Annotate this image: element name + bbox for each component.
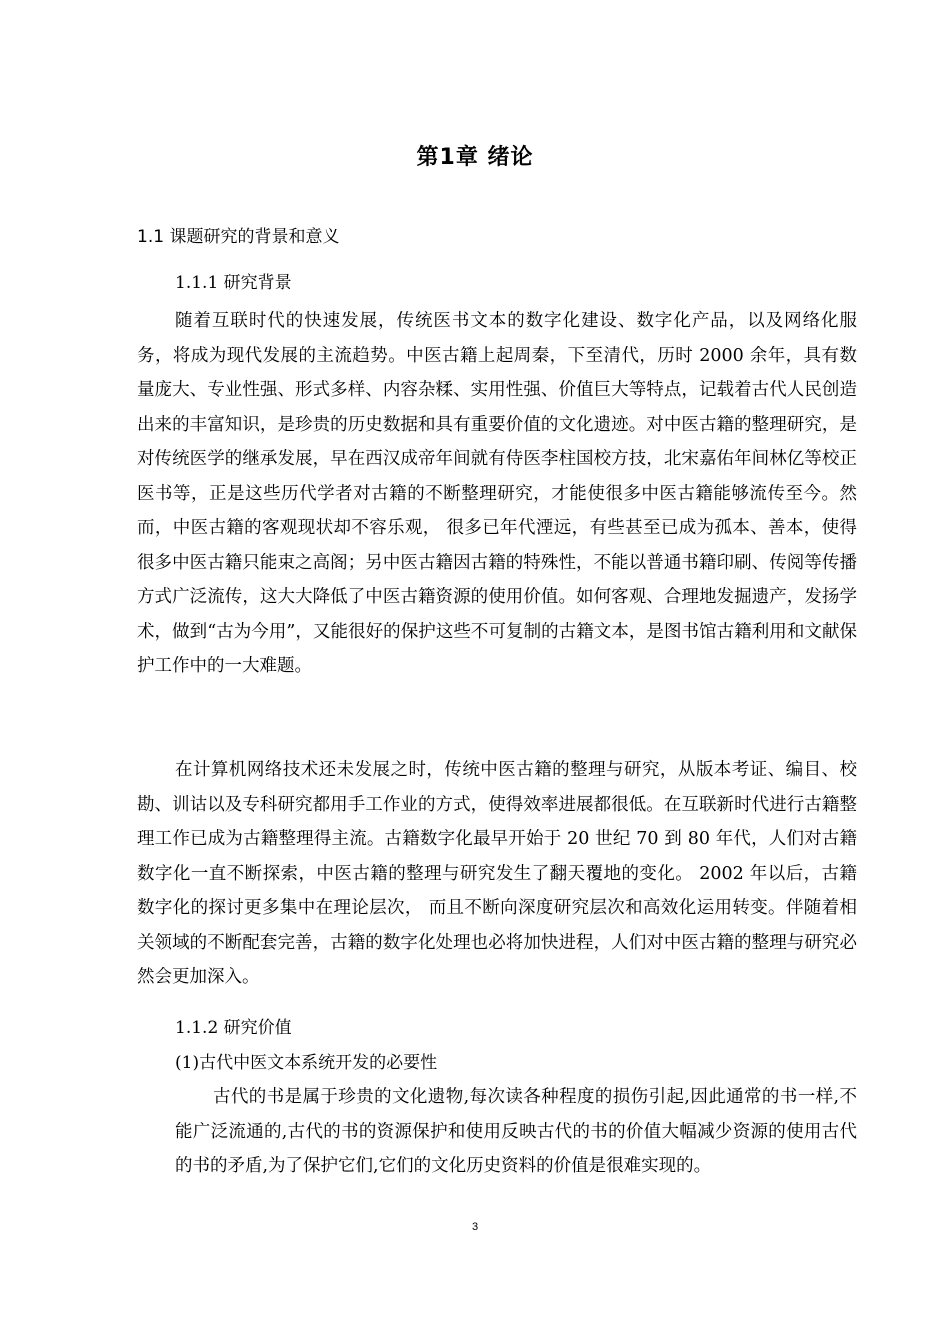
chapter-title: 第1章 绪论 xyxy=(416,145,534,170)
background-paragraph-1: 随着互联时代的快速发展，传统医书文本的数字化建设、数字化产品，以及网络化服务，将成为现代发展的主流趋势。中医古籍上起周秦，下至清代，历时 2000 余年，具有数量庞大、专业性强、形式多样、内容杂糅、实用性强、价值巨大等特点，记载着古代人民创造出来的丰富知识，是珍贵的历史数据和具有重要价值的文化遗迹。对中医古籍的整理研究，是对传统医学的继承发展，早在西汉成帝年间就有侍医李柱国校方技，北宋嘉佑年间林亿等校正医书等，正是这些历代学者对古籍的不断整理研究，才能使很多中医古籍能够流传至今。然而，中医古籍的客观现状却不容乐观， 很多已年代湮远，有些甚至已成为孤本、善本，使得很多中医古籍只能束之高阁；另中医古籍因古籍的特殊性，不能以普通书籍印刷、传阅等传播方式广泛流传，这大大降低了中医古籍资源的使用价值。如何客观、合理地发掘遗产，发扬学术，做到“古为今用”，又能很好的保护这些不可复制的古籍文本，是图书馆古籍利用和文献保护工作中的一大难题。 xyxy=(137,311,857,676)
subsection-heading-1-1-1: 1.1.1 研究背景 xyxy=(175,273,292,293)
section-heading-1-1: 1.1 课题研究的背景和意义 xyxy=(137,227,340,247)
background-paragraph-2: 在计算机网络技术还未发展之时，传统中医古籍的整理与研究，从版本考证、编目、校勘、训诂以及专科研究都用手工作业的方式，使得效率进展都很低。在互联新时代进行古籍整理工作已成为古籍整理得主流。古籍数字化最早开始于 20 世纪 70 到 80 年代，人们对古籍数字化一直不断探索，中医古籍的整理与研究发生了翻天覆地的变化。 2002 年以后，古籍数字化的探讨更多集中在理论层次， 而且不断向深度研究层次和高效化运用转变。伴随着相关领域的不断配套完善，古籍的数字化处理也必将加快进程，人们对中医古籍的整理与研究必然会更加深入。 xyxy=(137,760,857,987)
page-number: 3 xyxy=(471,1221,479,1233)
subsection-heading-1-1-2: 1.1.2 研究价值 xyxy=(175,1018,292,1038)
necessity-paragraph: 古代的书是属于珍贵的文化遗物,每次读各种程度的损伤引起,因此通常的书一样,不能广泛流通的,古代的书的资源保护和使用反映古代的书的价值大幅减少资源的使用古代的书的矛盾,为了保护它们,它们的文化历史资料的价值是很难实现的。 xyxy=(175,1087,857,1176)
item-heading-necessity: (1)古代中医文本系统开发的必要性 xyxy=(175,1053,438,1073)
